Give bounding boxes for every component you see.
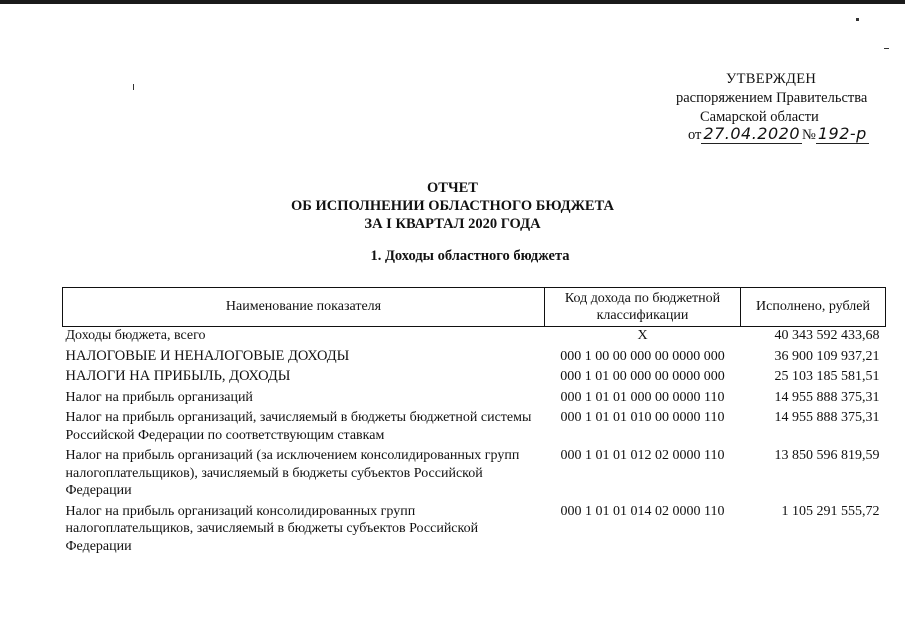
approval-title: УТВЕРЖДЕН	[726, 71, 817, 87]
row-code: 000 1 01 01 010 00 0000 110	[560, 410, 725, 425]
column-header-code: Код дохода по бюджетной классификации	[545, 288, 741, 327]
row-name: НАЛОГИ НА ПРИБЫЛЬ, ДОХОДЫ	[65, 368, 291, 384]
row-code: 000 1 01 01 014 02 0000 110	[560, 503, 725, 519]
row-amount: 40 343 592 433,68	[774, 328, 880, 343]
row-name: Доходы бюджета, всего	[65, 328, 206, 343]
row-name: Налог на прибыль организаций консолидированных групп налогоплательщиков, зачисляемый в бюджеты субъектов Российской Федерации	[65, 503, 479, 554]
table-row	[63, 389, 886, 410]
report-title: ЗА I КВАРТАЛ 2020 ГОДА	[364, 216, 541, 232]
handwritten-date: 27.04.2020	[703, 124, 801, 143]
row-name: Налог на прибыль организаций	[65, 389, 253, 405]
row-name: Налог на прибыль организаций, зачисляемый в бюджеты бюджетной системы Российской Федерации по соответствующим ставкам	[65, 410, 532, 443]
column-header-amount: Исполнено, рублей	[741, 288, 886, 327]
section-heading: 1. Доходы областного бюджета	[370, 248, 570, 264]
table-row	[63, 503, 886, 559]
number-prefix: №	[802, 127, 816, 143]
approval-line: распоряжением Правительства	[676, 90, 868, 106]
row-code: 000 1 00 00 000 00 0000 000	[560, 348, 725, 364]
report-title: ОТЧЕТ	[427, 180, 478, 196]
table-row	[63, 447, 886, 503]
row-amount: 36 900 109 937,21	[774, 348, 880, 364]
row-amount: 13 850 596 819,59	[774, 448, 880, 463]
scan-speck	[133, 84, 134, 90]
approval-date-number	[688, 124, 869, 144]
table-row	[63, 348, 886, 369]
scan-top-border	[0, 0, 905, 4]
scan-speck	[856, 18, 859, 21]
row-amount: 14 955 888 375,31	[774, 410, 880, 425]
row-code: 000 1 01 01 000 00 0000 110	[560, 389, 725, 405]
table-row	[63, 368, 886, 389]
handwritten-number: 192-р	[817, 124, 867, 143]
revenue-table	[62, 287, 886, 558]
row-amount: 25 103 185 581,51	[774, 369, 880, 384]
row-code: 000 1 01 00 000 00 0000 000	[560, 369, 725, 384]
row-name: Налог на прибыль организаций (за исключением консолидированных групп налогоплательщиков), зачисляемый в бюджеты субъектов Российской Федерации	[65, 448, 520, 498]
report-title: ОБ ИСПОЛНЕНИИ ОБЛАСТНОГО БЮДЖЕТА	[290, 198, 615, 214]
column-header-name: Наименование показателя	[63, 288, 545, 327]
table-header-row	[63, 288, 886, 327]
row-amount: 1 105 291 555,72	[781, 503, 880, 519]
row-code: 000 1 01 01 012 02 0000 110	[560, 448, 725, 463]
approval-block	[660, 70, 895, 127]
row-code: X	[637, 328, 648, 343]
table-row	[63, 409, 886, 447]
table-row	[63, 327, 886, 348]
row-amount: 14 955 888 375,31	[774, 389, 880, 405]
row-name: НАЛОГОВЫЕ И НЕНАЛОГОВЫЕ ДОХОДЫ	[65, 347, 350, 364]
approval-line: Самарской области	[700, 109, 819, 125]
scan-speck	[884, 48, 889, 49]
date-prefix: от	[688, 127, 702, 143]
